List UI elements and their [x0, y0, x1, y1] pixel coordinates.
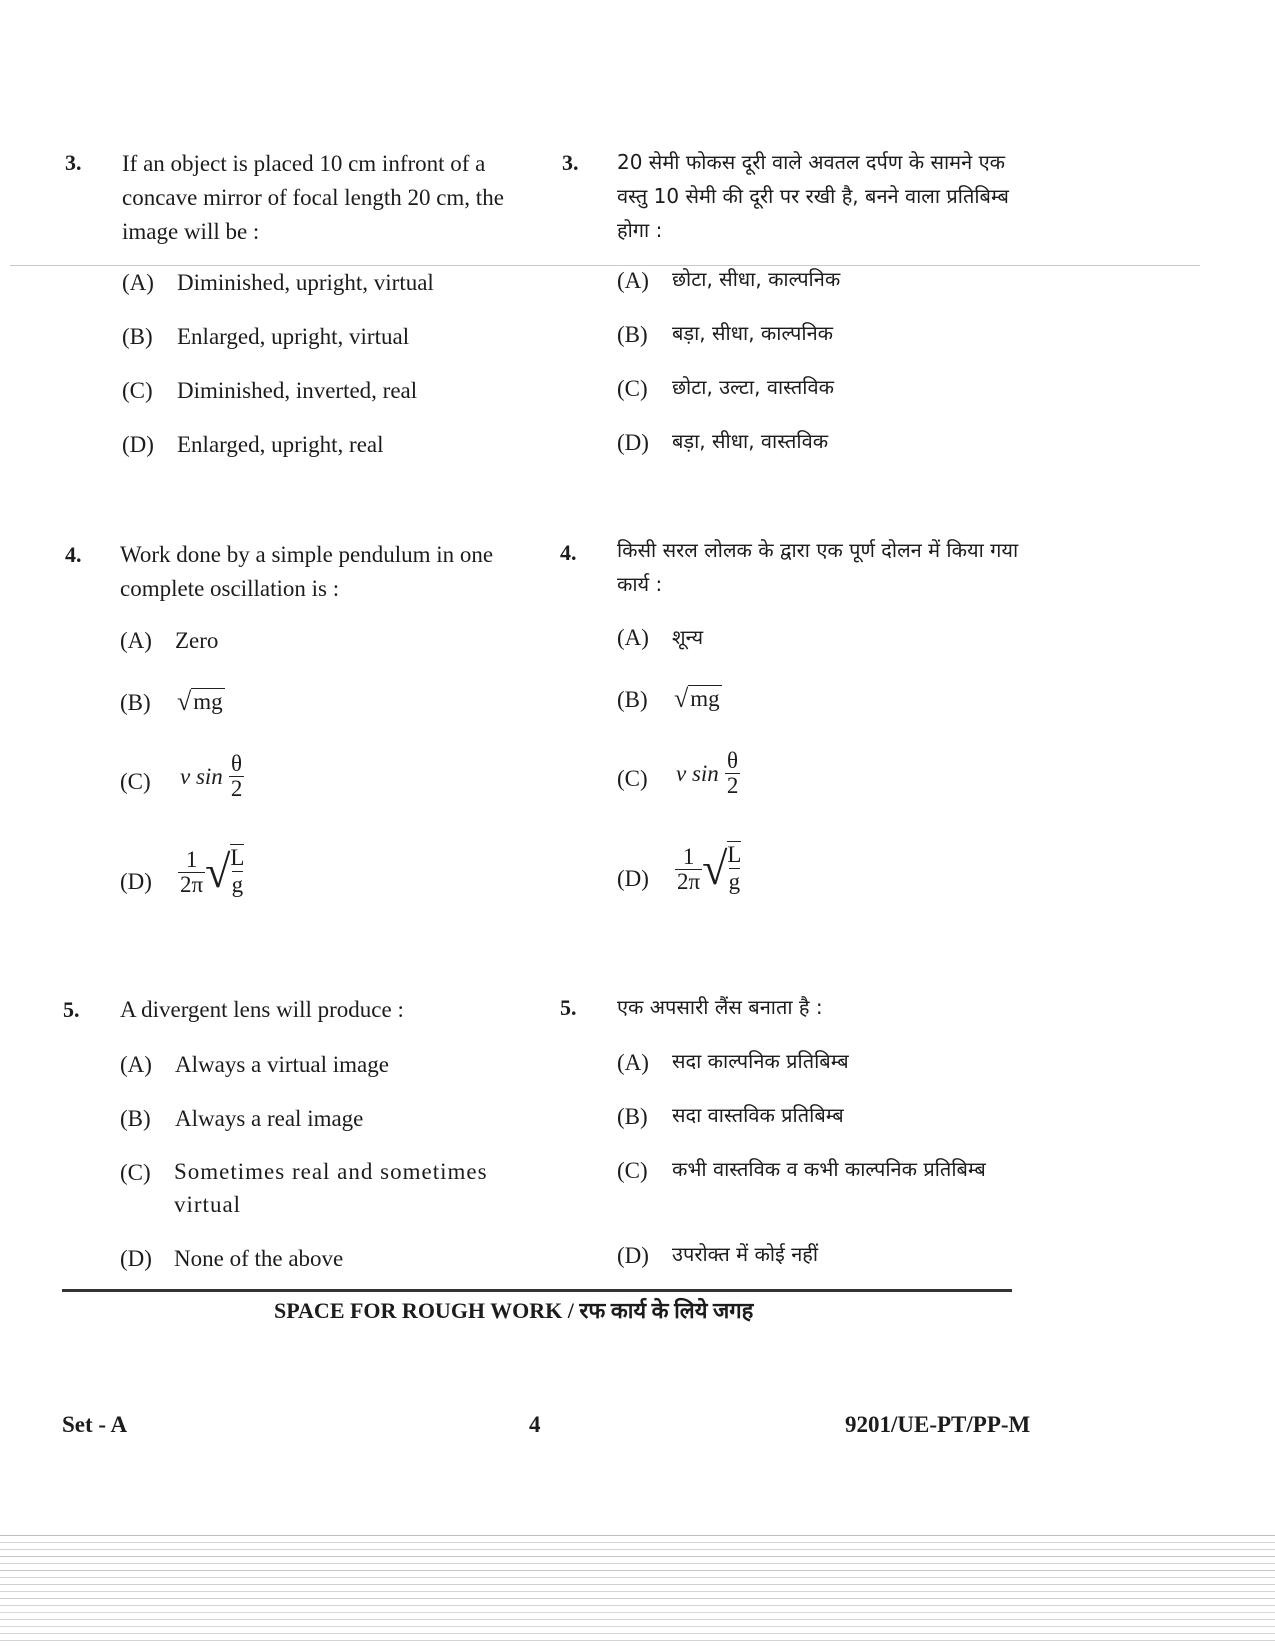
- q5-option-c-label: (C): [120, 1160, 151, 1185]
- q4-option-b-math: [177, 688, 225, 716]
- q3-option-a-en: Diminished, upright, virtual: [177, 270, 434, 295]
- q4-option-c-label-hi: (C): [617, 766, 648, 791]
- sqrt-fraction: [727, 841, 741, 897]
- q5-option-a-en: Always a virtual image: [175, 1052, 389, 1077]
- q5-number-en: 5.: [63, 997, 80, 1022]
- q3-option-a-hi: छोटा, सीधा, काल्पनिक: [672, 267, 841, 291]
- q5-option-d-en: None of the above: [174, 1246, 344, 1271]
- q3-option-b-en: Enlarged, upright, virtual: [177, 324, 410, 349]
- numerator: 1: [682, 843, 695, 869]
- q5-text-hi: एक अपसारी लैंस बनाता है :: [617, 995, 823, 1019]
- q4-option-d-math: [178, 844, 244, 900]
- sqrt-symbol: √: [674, 684, 689, 713]
- q3-option-d-label-hi: (D): [617, 430, 649, 455]
- q5-number-hi: 5.: [560, 995, 577, 1020]
- sqrt-symbol: √: [205, 846, 231, 897]
- rough-work-label: SPACE FOR ROUGH WORK / रफ कार्य के लिये जगह: [274, 1298, 754, 1323]
- scan-line: [0, 1563, 1275, 1564]
- denominator: 2π: [677, 868, 701, 894]
- q3-option-a-label-hi: (A): [617, 268, 649, 293]
- sqrt-numerator: L: [727, 842, 742, 867]
- q3-option-b-label-hi: (B): [617, 322, 648, 347]
- sqrt-symbol: √: [702, 843, 728, 894]
- scan-line: [0, 1612, 1275, 1613]
- numerator: θ: [231, 751, 243, 776]
- q3-option-a-label: (A): [122, 270, 154, 295]
- q5-option-a-hi: सदा काल्पनिक प्रतिबिम्ब: [672, 1049, 849, 1073]
- scan-line: [0, 1570, 1275, 1571]
- q3-option-b-hi: बड़ा, सीधा, काल्पनिक: [672, 321, 834, 345]
- sqrt-fraction: [230, 844, 244, 900]
- numerator: 1: [185, 846, 198, 872]
- q4-text-hi: किसी सरल लोलक के द्वारा एक पूर्ण दोलन में किया गया कार्य :: [617, 538, 1019, 596]
- scan-line: [0, 1605, 1275, 1606]
- scan-line: [0, 1591, 1275, 1592]
- scan-line: [0, 1584, 1275, 1585]
- scan-line: [0, 1640, 1275, 1641]
- rough-work-divider: [62, 1289, 1012, 1292]
- q4-option-a-label-hi: (A): [617, 625, 649, 650]
- scan-line: [0, 1556, 1275, 1557]
- q3-option-c-en: Diminished, inverted, real: [177, 378, 418, 403]
- q4-option-c-math: [180, 752, 244, 801]
- q4-option-c-label: (C): [120, 769, 151, 794]
- q3-option-d-label: (D): [122, 432, 154, 457]
- denominator: 2: [230, 776, 243, 801]
- q4-option-d-math-hi: [675, 841, 741, 897]
- scan-line: [10, 265, 1200, 266]
- q4-option-c-math-hi: [676, 749, 740, 798]
- square-root: [702, 841, 741, 897]
- q4-option-b-label-hi: (B): [617, 687, 648, 712]
- sqrt-symbol: √: [177, 687, 192, 716]
- scan-line: [0, 1626, 1275, 1627]
- q3-option-c-label: (C): [122, 378, 153, 403]
- q5-option-d-hi: उपरोक्त में कोई नहीं: [672, 1242, 819, 1266]
- sqrt-denominator: g: [728, 869, 741, 894]
- scan-line: [0, 1577, 1275, 1578]
- fraction: [178, 848, 205, 897]
- set-label: Set - A: [62, 1412, 128, 1437]
- math-prefix: v sin: [180, 763, 223, 789]
- q3-number-hi: 3.: [562, 150, 579, 175]
- scan-line: [0, 1619, 1275, 1620]
- q5-text-en: A divergent lens will produce :: [120, 997, 404, 1022]
- q4-option-a-label: (A): [120, 628, 152, 653]
- q5-option-d-label: (D): [120, 1246, 152, 1271]
- q4-option-a-hi: शून्य: [672, 625, 704, 649]
- scan-line: [0, 1535, 1275, 1536]
- radicand: mg: [193, 689, 223, 714]
- q4-option-a-en: Zero: [175, 628, 219, 653]
- q4-option-d-label: (D): [120, 869, 152, 894]
- q5-option-b-hi: सदा वास्तविक प्रतिबिम्ब: [672, 1103, 844, 1127]
- q4-option-b-math-hi: [674, 685, 722, 713]
- scan-line: [0, 1598, 1275, 1599]
- q4-option-d-label-hi: (D): [617, 866, 649, 891]
- q5-option-a-label: (A): [120, 1052, 152, 1077]
- denominator: 2π: [180, 871, 204, 897]
- q5-option-c-label-hi: (C): [617, 1158, 648, 1183]
- q4-number-en: 4.: [65, 542, 82, 567]
- q5-option-a-label-hi: (A): [617, 1050, 649, 1075]
- sqrt-numerator: L: [230, 845, 245, 870]
- q3-option-d-en: Enlarged, upright, real: [177, 432, 384, 457]
- q3-text-en: If an object is placed 10 cm infront of a concave mirror of focal length 20 cm, the image will be :: [122, 151, 504, 244]
- sqrt-denominator: g: [231, 872, 244, 897]
- radicand: mg: [690, 686, 720, 711]
- q4-text-en: Work done by a simple pendulum in one complete oscillation is :: [120, 542, 494, 601]
- denominator: 2: [726, 773, 739, 798]
- numerator: θ: [727, 748, 739, 773]
- q5-option-b-en: Always a real image: [175, 1106, 364, 1131]
- q3-option-c-label-hi: (C): [617, 376, 648, 401]
- q3-option-b-label: (B): [122, 324, 153, 349]
- q3-text-hi: 20 सेमी फोकस दूरी वाले अवतल दर्पण के सामने एक वस्तु 10 सेमी की दूरी पर रखी है, बनने वाला प्रतिबिम्ब होगा :: [617, 150, 1009, 242]
- square-root: [205, 844, 244, 900]
- page-number: 4: [529, 1412, 541, 1437]
- fraction: [229, 752, 245, 801]
- q5-option-b-label-hi: (B): [617, 1104, 648, 1129]
- q5-option-d-label-hi: (D): [617, 1243, 649, 1268]
- q3-number-en: 3.: [65, 150, 82, 175]
- q3-option-c-hi: छोटा, उल्टा, वास्तविक: [672, 375, 834, 399]
- q5-option-b-label: (B): [120, 1106, 151, 1131]
- q4-number-hi: 4.: [560, 540, 577, 565]
- q4-option-b-label: (B): [120, 690, 151, 715]
- q5-option-c-hi: कभी वास्तविक व कभी काल्पनिक प्रतिबिम्ब: [672, 1157, 986, 1181]
- fraction: [725, 749, 741, 798]
- fraction: [675, 845, 702, 894]
- scan-line: [0, 1549, 1275, 1550]
- scan-line: [0, 1542, 1275, 1543]
- q5-option-c-en: Sometimes real and sometimes virtual: [174, 1159, 488, 1217]
- scan-line: [0, 1633, 1275, 1634]
- math-prefix: v sin: [676, 760, 719, 786]
- paper-code: 9201/UE-PT/PP-M: [845, 1412, 1031, 1437]
- q3-option-d-hi: बड़ा, सीधा, वास्तविक: [672, 429, 829, 453]
